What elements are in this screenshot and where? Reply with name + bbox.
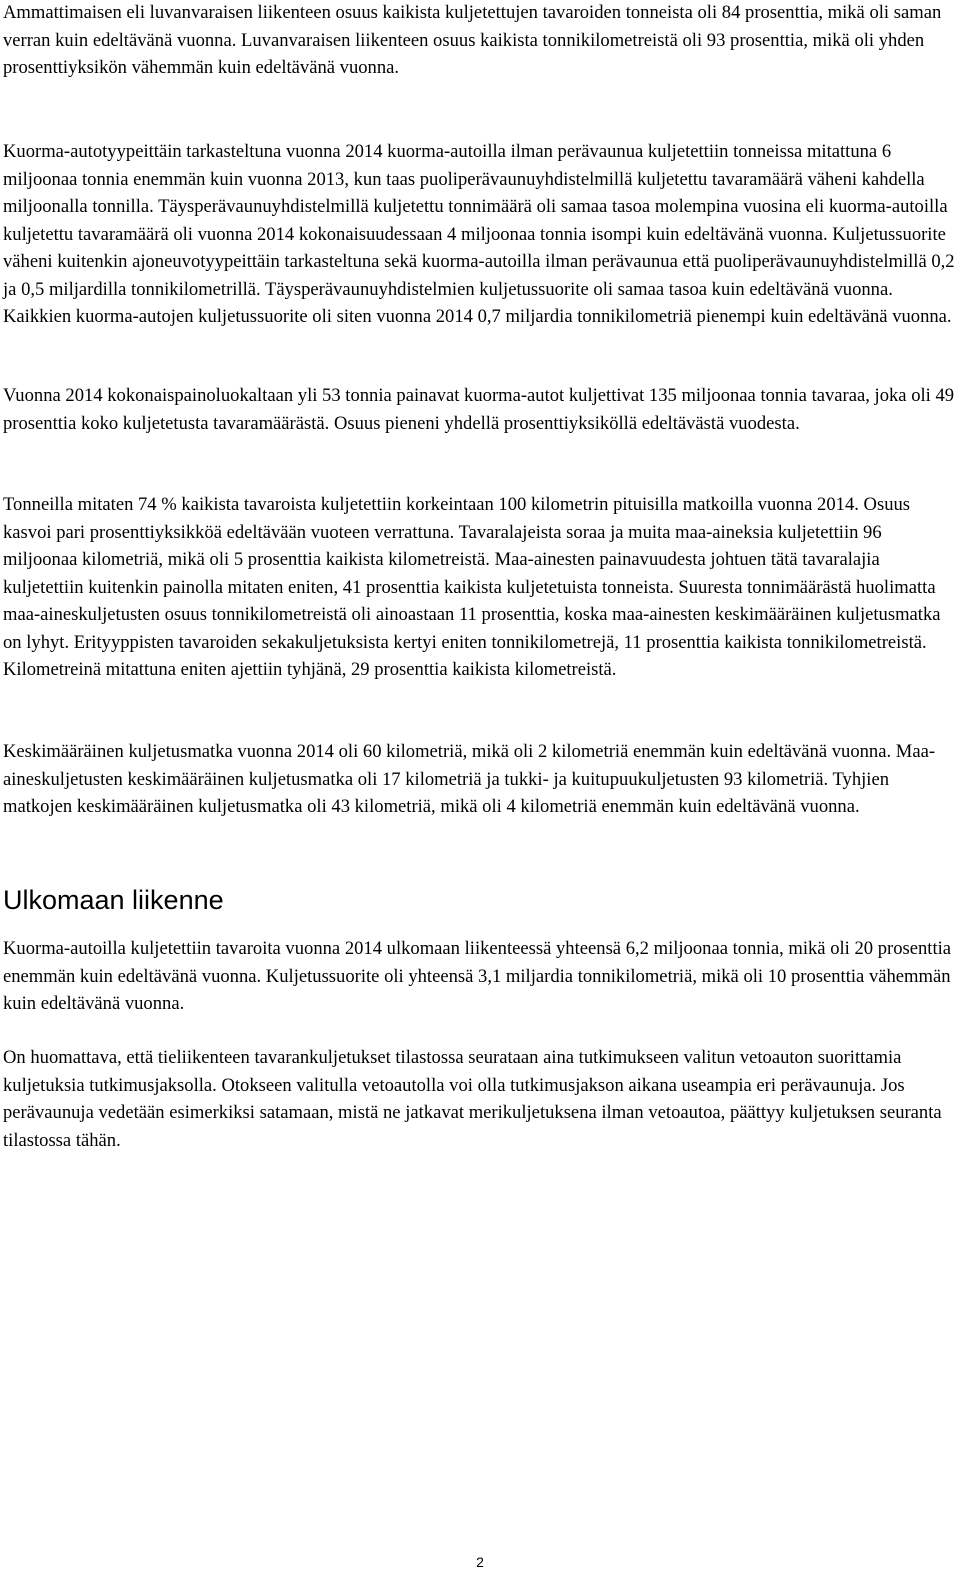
paragraph-licensed-traffic-share: Ammattimaisen eli luvanvaraisen liikenteen osuus kaikista kuljetettujen tavaroiden tonneista oli 84 prosenttia, mikä oli saman verran kuin edeltävänä vuonna. Luvanvaraisen liikenteen osuus kaikista tonnikilometreistä oli 93 prosenttia, mikä oli yhden prosenttiyksikön vähemmän kuin edeltävänä vuonna. [3, 2, 942, 78]
paragraph-truck-types: Kuorma-autotyypeittäin tarkasteltuna vuonna 2014 kuorma-autoilla ilman perävaunua kuljetettiin tonneissa mitattuna 6 miljoonaa tonnia enemmän kuin vuonna 2013, kun taas puoliperävaunuyhdistelmillä kuljetettu tavaramäärä väheni kahdella miljoonalla tonnilla. Täysperävaunuyhdistelmillä kuljetettu tonnimäärä oli samaa tasoa molempina vuosina eli kuorma-autoilla kuljetettu tavaramäärä oli vuonna 2014 kokonaisuudessaan 4 miljoonaa tonnia isompi kuin edeltävänä vuonna. Kuljetussuorite väheni kuitenkin ajoneuvotyypeittäin tarkasteltuna sekä kuorma-autoilla ilman perävaunua että puoliperävaunuyhdistelmillä 0,2 ja 0,5 miljardilla tonnikilometrillä. Täysperävaunuyhdistelmien kuljetussuorite oli samaa tasoa kuin edeltävänä vuonna. Kaikkien kuorma-autojen kuljetussuorite oli siten vuonna 2014 0,7 miljardia tonnikilometriä pienempi kuin edeltävänä vuonna. [3, 141, 955, 327]
paragraph-trip-length-goods: Tonneilla mitaten 74 % kaikista tavaroista kuljetettiin korkeintaan 100 kilometrin pituisilla matkoilla vuonna 2014. Osuus kasvoi pari prosenttiyksikköä edeltävään vuoteen verrattuna. Tavaralajeista soraa ja muita maa-aineksia kuljetettiin 96 miljoonaa kilometriä, mikä oli 5 prosenttia kaikista kilometreistä. Maa-ainesten painavuudesta johtuen tätä tavaralajia kuljetettiin kuitenkin painolla mitaten eniten, 41 prosenttia kaikista kuljetetuista tonneista. Suuresta tonnimäärästä huolimatta maa-aineskuljetusten osuus tonnikilometreistä oli ainoastaan 11 prosenttia, koska maa-ainesten keskimääräinen kuljetusmatka on lyhyt. Erityyppisten tavaroiden sekakuljetuksista kertyi eniten tonnikilometrejä, 11 prosenttia kaikista tonnikilometreistä. Kilometreinä mitattuna eniten ajettiin tyhjänä, 29 prosenttia kaikista kilometreistä. [3, 494, 941, 680]
paragraph-international-traffic: Kuorma-autoilla kuljetettiin tavaroita vuonna 2014 ulkomaan liikenteessä yhteensä 6,2 miljoonaa tonnia, mikä oli 20 prosenttia enemmän kuin edeltävänä vuonna. Kuljetussuorite oli yhteensä 3,1 miljardia tonnikilometriä, mikä oli 10 prosenttia vähemmän kuin edeltävänä vuonna. [3, 938, 952, 1014]
page-number: 2 [476, 1554, 484, 1570]
section-heading: Ulkomaan liikenne [3, 885, 224, 915]
paragraph-average-haul: Keskimääräinen kuljetusmatka vuonna 2014 oli 60 kilometriä, mikä oli 2 kilometriä enemmän kuin edeltävänä vuonna. Maa-aineskuljetusten keskimääräinen kuljetusmatka oli 17 kilometriä ja tukki- ja kuitupuukuljetusten 93 kilometriä. Tyhjien matkojen keskimääräinen kuljetusmatka oli 43 kilometriä, mikä oli 4 kilometriä enemmän kuin edeltävänä vuonna. [3, 741, 936, 817]
paragraph-methodology-note: On huomattava, että tieliikenteen tavarankuljetukset tilastossa seurataan aina tutkimukseen valitun vetoauton suorittamia kuljetuksia tutkimusjaksolla. Otokseen valitulla vetoautolla voi olla tutkimusjakson aikana useampia eri perävaunuja. Jos perävaunuja vedetään esimerkiksi satamaan, mistä ne jatkavat merikuljetuksena ilman vetoautoa, päättyy kuljetuksen seuranta tilastossa tähän. [3, 1047, 942, 1151]
paragraph-weight-class: Vuonna 2014 kokonaispainoluokaltaan yli 53 tonnia painavat kuorma-autot kuljettivat 135 miljoonaa tonnia tavaraa, joka oli 49 prosenttia koko kuljetetusta tavaramäärästä. Osuus pieneni yhdellä prosenttiyksiköllä edeltävästä vuodesta. [3, 385, 955, 434]
